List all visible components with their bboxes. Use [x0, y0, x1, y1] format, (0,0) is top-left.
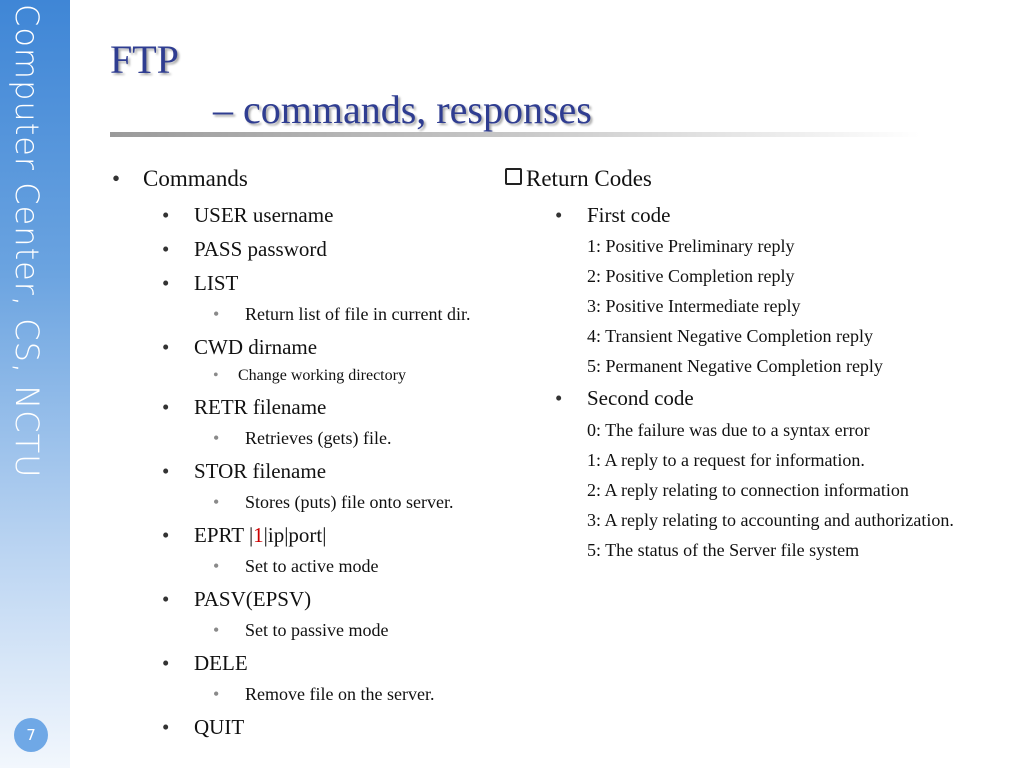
- cmd-quit: QUIT: [194, 715, 245, 739]
- cmd-eprt-suffix: |ip|port|: [263, 523, 327, 547]
- return-codes-heading-text: Return Codes: [526, 166, 652, 191]
- first-code-heading: First code: [587, 203, 671, 227]
- bullet-icon: •: [213, 428, 220, 448]
- bullet-icon: •: [213, 556, 220, 576]
- bullet-icon: •: [162, 395, 170, 419]
- cmd-pass: PASS password: [194, 237, 327, 261]
- page-number: 7: [14, 718, 48, 752]
- cmd-stor: STOR filename: [194, 459, 327, 483]
- bullet-icon: •: [162, 271, 170, 295]
- bullet-icon: •: [213, 367, 219, 384]
- first-code-item: 5: Permanent Negative Completion reply: [587, 356, 883, 376]
- cmd-eprt-prefix: EPRT |: [194, 523, 254, 547]
- cmd-stor-desc: Stores (puts) file onto server.: [245, 492, 454, 512]
- second-code-heading: Second code: [587, 386, 694, 410]
- bullet-icon: •: [162, 587, 170, 611]
- bullet-icon: •: [555, 386, 563, 410]
- cmd-retr-desc: Retrieves (gets) file.: [245, 428, 392, 448]
- bullet-icon: •: [213, 492, 220, 512]
- commands-heading: Commands: [143, 166, 248, 191]
- second-code-item: 0: The failure was due to a syntax error: [587, 420, 870, 440]
- return-codes-heading: [505, 166, 652, 192]
- bullet-icon: •: [162, 651, 170, 675]
- bullet-icon: •: [162, 335, 170, 359]
- first-code-item: 1: Positive Preliminary reply: [587, 236, 795, 256]
- checkbox-bullet-icon: [505, 168, 522, 185]
- page-subtitle: – commands, responses: [213, 87, 592, 132]
- bullet-icon: •: [213, 304, 220, 324]
- cmd-list-desc: Return list of file in current dir.: [245, 304, 471, 324]
- sidebar-label: Computer Center, CS, NCTU: [8, 4, 46, 479]
- first-code-item: 4: Transient Negative Completion reply: [587, 326, 873, 346]
- second-code-item: 1: A reply to a request for information.: [587, 450, 865, 470]
- cmd-cwd-desc: Change working directory: [238, 367, 406, 384]
- cmd-list: LIST: [194, 271, 239, 295]
- cmd-user: USER username: [194, 203, 334, 227]
- page-title: FTP: [110, 37, 179, 82]
- cmd-cwd: CWD dirname: [194, 335, 318, 359]
- bullet-icon: •: [162, 203, 170, 227]
- bullet-icon: •: [213, 620, 220, 640]
- cmd-pasv-desc: Set to passive mode: [245, 620, 389, 640]
- first-code-item: 2: Positive Completion reply: [587, 266, 795, 286]
- bullet-icon: •: [112, 166, 121, 191]
- second-code-item: 3: A reply relating to accounting and authorization.: [587, 510, 954, 530]
- sidebar-band: [0, 0, 70, 768]
- cmd-pasv: PASV(EPSV): [194, 587, 312, 611]
- bullet-icon: •: [162, 237, 170, 261]
- second-code-item: 2: A reply relating to connection information: [587, 480, 909, 500]
- title-divider: [110, 132, 920, 137]
- first-code-item: 3: Positive Intermediate reply: [587, 296, 801, 316]
- cmd-eprt: [194, 523, 326, 548]
- bullet-icon: •: [162, 459, 170, 483]
- cmd-eprt-highlight: 1: [253, 523, 264, 547]
- bullet-icon: •: [162, 715, 170, 739]
- cmd-dele-desc: Remove file on the server.: [245, 684, 435, 704]
- second-code-item: 5: The status of the Server file system: [587, 540, 860, 560]
- bullet-icon: •: [162, 523, 170, 547]
- cmd-eprt-desc: Set to active mode: [245, 556, 379, 576]
- cmd-retr: RETR filename: [194, 395, 327, 419]
- bullet-icon: •: [213, 684, 220, 704]
- cmd-dele: DELE: [194, 651, 248, 675]
- bullet-icon: •: [555, 203, 563, 227]
